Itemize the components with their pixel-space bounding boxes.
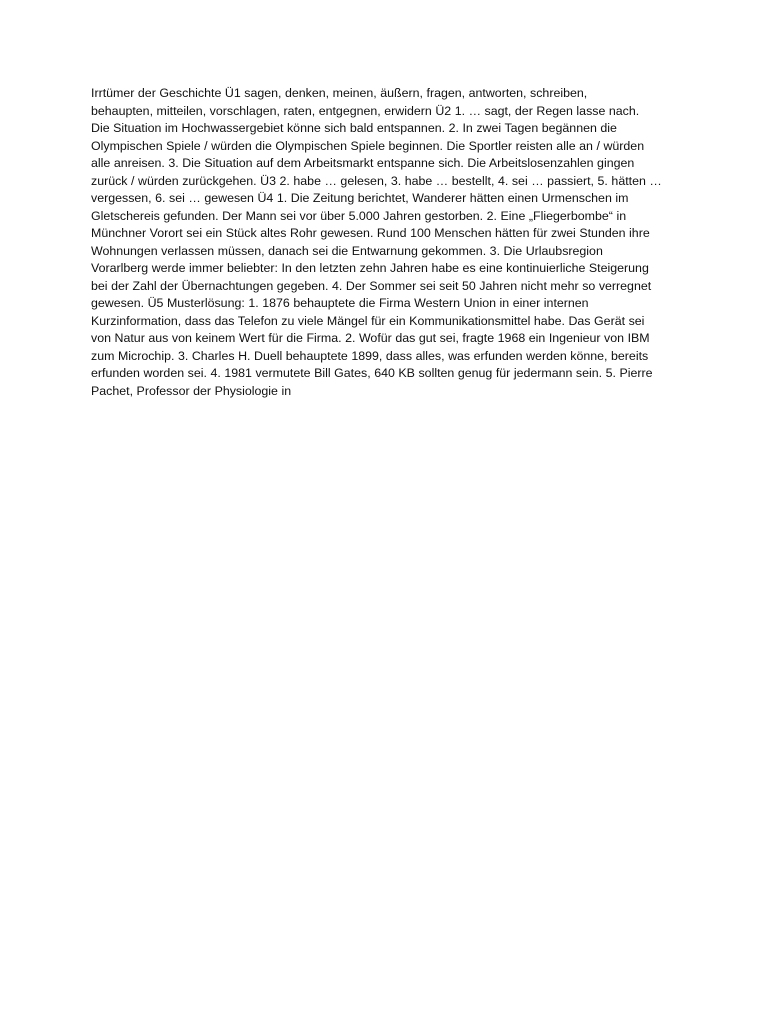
text-line: Pachet, Professor der Physiologie in <box>91 383 292 398</box>
text-line: Die Situation im Hochwassergebiet könne sich bald entspannen. 2. In zwei Tagen begännen die <box>91 121 617 135</box>
body-paragraph <box>91 85 683 400</box>
text-line: Irrtümer der Geschichte Ü1 sagen, denken, meinen, äußern, fragen, antworten, schreiben, <box>91 86 588 100</box>
text-line: Münchner Vorort sei ein Stück altes Rohr gewesen. Rund 100 Menschen hätten für zwei Stunden ihre <box>91 226 650 240</box>
text-line: vergessen, 6. sei … gewesen Ü4 1. Die Zeitung berichtet, Wanderer hätten einen Urmenschen im <box>91 191 629 205</box>
text-line: Gletschereis gefunden. Der Mann sei vor über 5.000 Jahren gestorben. 2. Eine „Fliegerbombe“ in <box>91 208 627 223</box>
text-line: erfunden worden sei. 4. 1981 vermutete Bill Gates, 640 KB sollten genug für jedermann sein. 5. Pierre <box>91 366 653 380</box>
text-line: gewesen. Ü5 Musterlösung: 1. 1876 behauptete die Firma Western Union in einer internen <box>91 296 589 310</box>
text-line: Kurzinformation, dass das Telefon zu viele Mängel für ein Kommunikationsmittel habe. Das Gerät sei <box>91 313 645 328</box>
text-line: von Natur aus von keinem Wert für die Firma. 2. Wofür das gut sei, fragte 1968 ein Ingenieur von IBM <box>91 331 650 345</box>
text-line: bei der Zahl der Übernachtungen gegeben. 4. Der Sommer sei seit 50 Jahren nicht mehr so verregnet <box>91 278 652 293</box>
text-line: Wohnungen verlassen müssen, danach sei die Entwarnung gekommen. 3. Die Urlaubsregion <box>91 243 603 258</box>
text-line: alle anreisen. 3. Die Situation auf dem Arbeitsmarkt entspanne sich. Die Arbeitslosenzahlen gingen <box>91 156 635 170</box>
text-line: zum Microchip. 3. Charles H. Duell behauptete 1899, dass alles, was erfunden werden könne, bereits <box>91 348 649 363</box>
text-line: Vorarlberg werde immer beliebter: In den letzten zehn Jahren habe es eine kontinuierliche Steigerung <box>91 261 649 275</box>
text-line: zurück / würden zurückgehen. Ü3 2. habe … gelesen, 3. habe … bestellt, 4. sei … passiert, 5. hätten … <box>91 173 662 188</box>
text-line: behaupten, mitteilen, vorschlagen, raten, entgegnen, erwidern Ü2 1. … sagt, der Regen lasse nach. <box>91 103 640 118</box>
text-line: Olympischen Spiele / würden die Olympischen Spiele beginnen. Die Sportler reisten alle an / würden <box>91 138 645 153</box>
